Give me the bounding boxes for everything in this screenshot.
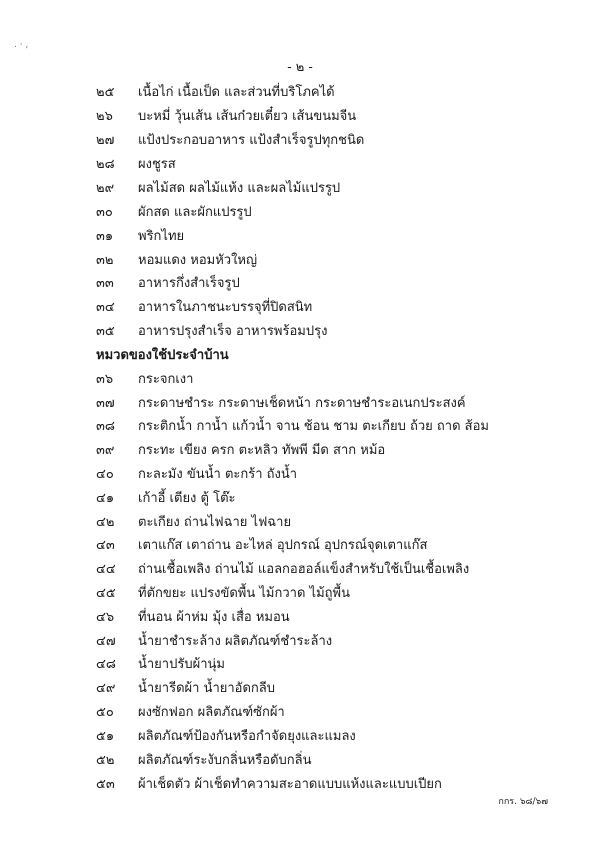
item-number: ๓๘ <box>96 419 115 434</box>
item-text: น้ำยาชำระล้าง ผลิตภัณฑ์ชำระล้าง <box>138 634 333 649</box>
item-number: ๓๓ <box>96 276 114 291</box>
list-item <box>96 177 340 198</box>
item-text: น้ำยาปรับผ้านุ่ม <box>138 657 225 672</box>
item-number: ๓๕ <box>96 324 115 339</box>
item-number: ๓๐ <box>96 205 113 220</box>
item-text: กระจกเงา <box>138 372 194 387</box>
list-item <box>96 749 312 770</box>
list-item <box>96 272 240 293</box>
item-text: บะหมี่ วุ้นเส้น เส้นก๋วยเตี๋ยว เส้นขนมจีน <box>138 109 357 124</box>
list-item <box>96 534 427 555</box>
list-item <box>96 582 350 603</box>
item-number: ๕๑ <box>96 729 115 744</box>
list-item <box>96 463 297 484</box>
item-text: อาหารกึ่งสำเร็จรูป <box>138 276 240 291</box>
item-number: ๔๑ <box>96 491 115 506</box>
item-number: ๒๙ <box>96 181 115 196</box>
list-item <box>96 725 356 746</box>
page-number: - ๒ - <box>287 60 313 75</box>
list-item <box>96 81 335 102</box>
item-text: ผลิตภัณฑ์ระงับกลิ่นหรือดับกลิ่น <box>138 753 312 768</box>
item-number: ๒๕ <box>96 85 115 100</box>
item-text: ผลิตภัณฑ์ป้องกันหรือกำจัดยุงและแมลง <box>138 729 356 744</box>
item-number: ๔๐ <box>96 467 114 482</box>
item-number: ๓๙ <box>96 443 115 458</box>
list-item <box>96 201 252 222</box>
list-item <box>96 320 327 341</box>
item-number: ๔๘ <box>96 657 116 672</box>
item-text: พริกไทย <box>138 229 185 244</box>
list-item <box>96 677 275 698</box>
item-number: ๕๐ <box>96 705 114 720</box>
list-item <box>96 773 442 794</box>
item-text: ถ่านเชื้อเพลิง ถ่านไม้ แอลกอฮอล์แข็งสำหรับใช้เป็นเชื้อเพลิง <box>138 562 470 577</box>
item-text: กระทะ เขียง ครก ตะหลิว ทัพพี มีด สาก หม้อ <box>138 443 386 458</box>
item-number: ๓๖ <box>96 372 114 387</box>
list-item <box>96 558 469 579</box>
item-text: ผงชูรส <box>138 157 176 172</box>
item-number: ๕๒ <box>96 753 115 768</box>
item-number: ๕๓ <box>96 777 115 792</box>
list-item <box>96 653 225 674</box>
item-text: ผลไม้สด ผลไม้แห้ง และผลไม้แปรรูป <box>138 181 341 196</box>
item-text: หอมแดง หอมหัวใหญ่ <box>138 253 258 268</box>
item-number: ๔๙ <box>96 681 116 696</box>
list-item <box>96 439 385 460</box>
list-item <box>96 368 193 389</box>
list-item <box>96 701 285 722</box>
item-number: ๒๖ <box>96 109 113 124</box>
item-number: ๔๕ <box>96 586 116 601</box>
item-text: แป้งประกอบอาหาร แป้งสำเร็จรูปทุกชนิด <box>138 133 365 148</box>
list-item <box>96 225 184 246</box>
list-item <box>96 415 489 436</box>
item-text: ผ้าเช็ดตัว ผ้าเช็ดทำความสะอาดแบบแห้งและแบบเปียก <box>138 777 442 792</box>
list-item <box>96 606 290 627</box>
document-reference: กกร. ๖๘/๖๗ <box>498 797 548 807</box>
item-number: ๔๒ <box>96 515 115 530</box>
list-item <box>96 153 176 174</box>
list-item <box>96 105 356 126</box>
item-number: ๒๘ <box>96 157 115 172</box>
item-number: ๔๔ <box>96 562 116 577</box>
list-item <box>96 630 332 651</box>
item-text: น้ำยารีดผ้า น้ำยาอัดกลีบ <box>138 681 276 696</box>
item-number: ๓๗ <box>96 396 115 411</box>
item-number: ๔๓ <box>96 538 115 553</box>
item-text: ผักสด และผักแปรรูป <box>138 205 252 220</box>
item-text: เก้าอี้ เตียง ตู้ โต๊ะ <box>138 491 236 506</box>
item-text: กระติกน้ำ กาน้ำ แก้วน้ำ จาน ช้อน ชาม ตะเกียบ ถ้วย ถาด ส้อม <box>138 419 489 434</box>
item-number: ๔๖ <box>96 610 115 625</box>
item-text: ตะเกียง ถ่านไฟฉาย ไฟฉาย <box>138 515 292 530</box>
item-text: อาหารในภาชนะบรรจุที่ปิดสนิท <box>138 300 313 315</box>
list-item <box>96 249 257 270</box>
item-text: เตาแก๊ส เตาถ่าน อะไหล่ อุปกรณ์ อุปกรณ์จุดเตาแก๊ส <box>138 538 428 553</box>
item-number: ๓๒ <box>96 253 114 268</box>
list-item <box>96 392 466 413</box>
item-text: กะละมัง ขันน้ำ ตะกร้า ถังน้ำ <box>138 467 298 482</box>
item-number: ๓๔ <box>96 300 115 315</box>
item-text: ที่ตักขยะ แปรงขัดพื้น ไม้กวาด ไม้ถูพื้น <box>138 586 350 601</box>
item-number: ๒๗ <box>96 133 115 148</box>
list-item <box>96 511 291 532</box>
item-number: ๔๗ <box>96 634 116 649</box>
item-text: ผงซักฟอก ผลิตภัณฑ์ซักผ้า <box>138 705 285 720</box>
item-text: ที่นอน ผ้าห่ม มุ้ง เสื่อ หมอน <box>138 610 290 625</box>
item-text: กระดาษชำระ กระดาษเช็ดหน้า กระดาษชำระอเนกประสงค์ <box>138 396 466 411</box>
item-text: เนื้อไก่ เนื้อเป็ด และส่วนที่บริโภคได้ <box>138 85 335 100</box>
scan-speck: . · , <box>14 40 29 50</box>
list-item <box>96 296 312 317</box>
item-number: ๓๑ <box>96 229 114 244</box>
list-item <box>96 129 364 150</box>
section-heading: หมวดของใช้ประจำบ้าน <box>96 348 229 363</box>
item-text: อาหารปรุงสำเร็จ อาหารพร้อมปรุง <box>138 324 328 339</box>
list-item <box>96 487 236 508</box>
